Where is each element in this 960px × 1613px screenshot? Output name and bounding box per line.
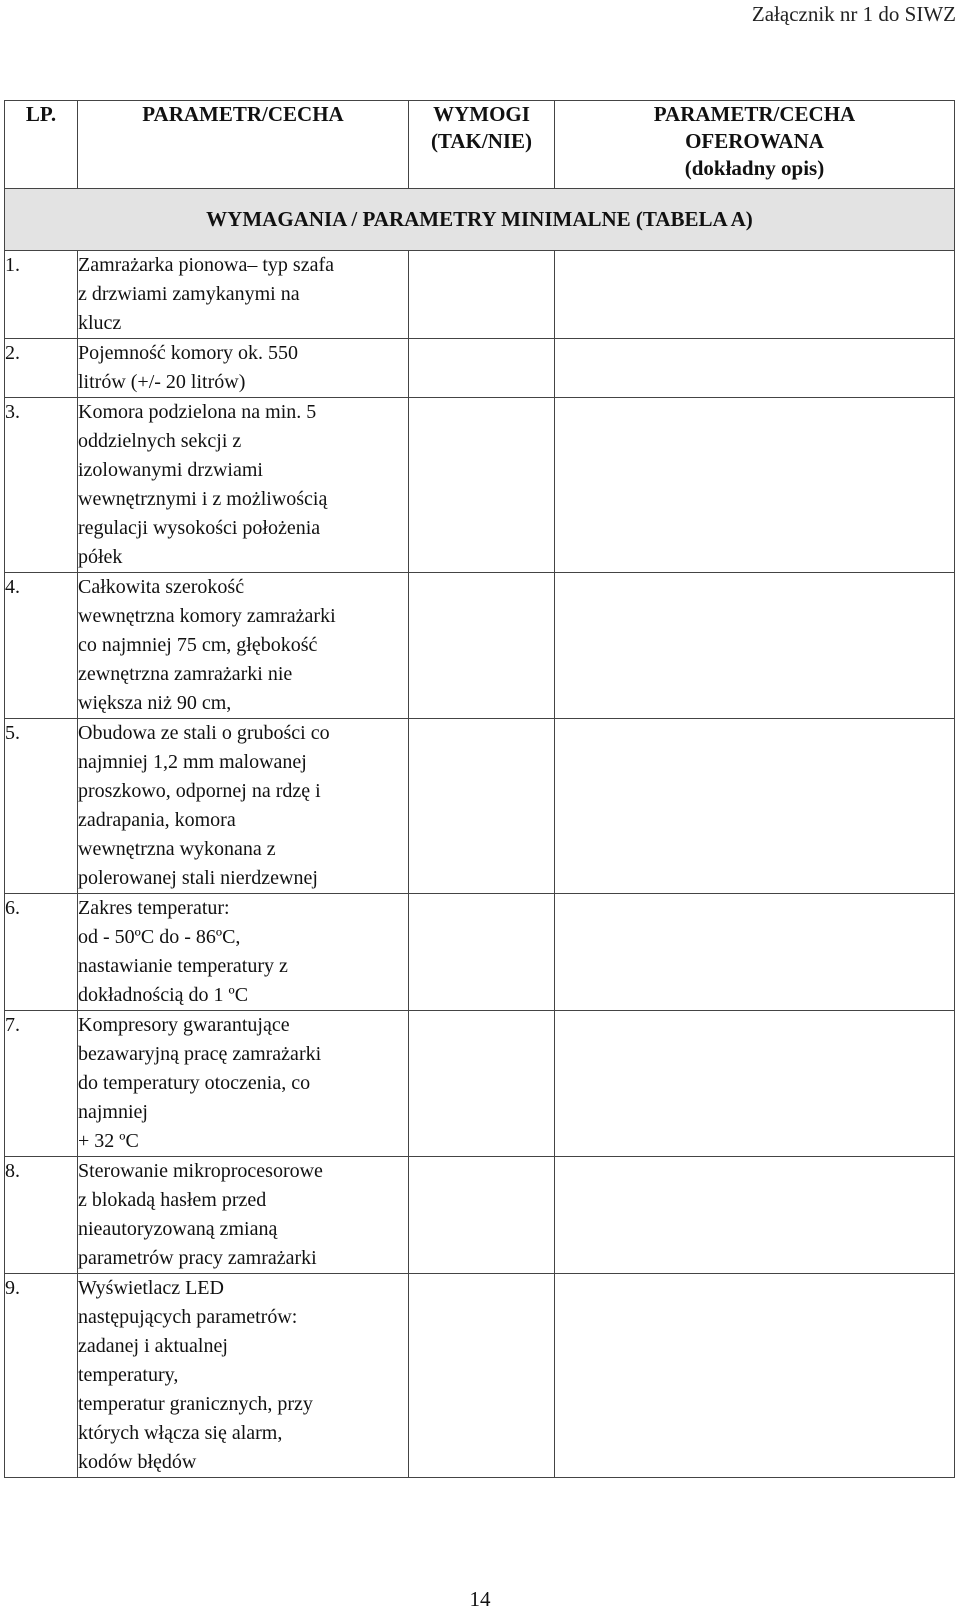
row-number: 1. [5, 251, 78, 339]
oferowana-cell[interactable] [555, 1274, 955, 1478]
table-row [5, 1011, 955, 1157]
row-description: Zamrażarka pionowa– typ szafa z drzwiami zamykanymi na klucz [78, 251, 409, 339]
wymogi-cell[interactable] [409, 251, 555, 339]
table-row [5, 719, 955, 894]
row-description: Całkowita szerokość wewnętrzna komory zamrażarki co najmniej 75 cm, głębokość zewnętrzna zamrażarki nie większa niż 90 cm, [78, 573, 409, 719]
row-number: 3. [5, 398, 78, 573]
row-description: Sterowanie mikroprocesorowe z blokadą hasłem przed nieautoryzowaną zmianą parametrów pracy zamrażarki [78, 1157, 409, 1274]
row-description: Kompresory gwarantujące bezawaryjną pracę zamrażarki do temperatury otoczenia, co najmniej + 32 ºC [78, 1011, 409, 1157]
requirements-table [4, 100, 955, 1478]
header-wymogi: WYMOGI (TAK/NIE) [409, 101, 555, 189]
header-parametr: PARAMETR/CECHA [78, 101, 409, 189]
row-description: Obudowa ze stali o grubości co najmniej 1,2 mm malowanej proszkowo, odpornej na rdzę i zadrapania, komora wewnętrzna wykonana z polerowanej stali nierdzewnej [78, 719, 409, 894]
row-number: 5. [5, 719, 78, 894]
row-number: 9. [5, 1274, 78, 1478]
row-description: Zakres temperatur: od - 50ºC do - 86ºC, nastawianie temperatury z dokładnością do 1 ºC [78, 894, 409, 1011]
oferowana-cell[interactable] [555, 398, 955, 573]
table-row [5, 1274, 955, 1478]
oferowana-cell[interactable] [555, 1011, 955, 1157]
wymogi-cell[interactable] [409, 1157, 555, 1274]
row-number: 2. [5, 339, 78, 398]
row-number: 6. [5, 894, 78, 1011]
wymogi-cell[interactable] [409, 1274, 555, 1478]
oferowana-cell[interactable] [555, 573, 955, 719]
table-header-row [5, 101, 955, 189]
wymogi-cell[interactable] [409, 398, 555, 573]
oferowana-cell[interactable] [555, 719, 955, 894]
row-description: Wyświetlacz LED następujących parametrów: zadanej i aktualnej temperatury, temperatur granicznych, przy których włącza się alarm, kodów błędów [78, 1274, 409, 1478]
section-title: WYMAGANIA / PARAMETRY MINIMALNE (TABELA A) [5, 189, 955, 251]
header-oferowana: PARAMETR/CECHA OFEROWANA (dokładny opis) [555, 101, 955, 189]
wymogi-cell[interactable] [409, 573, 555, 719]
table-row [5, 1157, 955, 1274]
row-number: 7. [5, 1011, 78, 1157]
wymogi-cell[interactable] [409, 339, 555, 398]
section-row [5, 189, 955, 251]
table-row [5, 339, 955, 398]
row-description: Pojemność komory ok. 550 litrów (+/- 20 litrów) [78, 339, 409, 398]
wymogi-cell[interactable] [409, 719, 555, 894]
row-number: 8. [5, 1157, 78, 1274]
wymogi-cell[interactable] [409, 1011, 555, 1157]
oferowana-cell[interactable] [555, 894, 955, 1011]
row-description: Komora podzielona na min. 5 oddzielnych sekcji z izolowanymi drzwiami wewnętrznymi i z możliwością regulacji wysokości położenia półek [78, 398, 409, 573]
wymogi-cell[interactable] [409, 894, 555, 1011]
table-row [5, 573, 955, 719]
header-lp: LP. [5, 101, 78, 189]
table-row [5, 894, 955, 1011]
oferowana-cell[interactable] [555, 1157, 955, 1274]
row-number: 4. [5, 573, 78, 719]
table-row [5, 251, 955, 339]
attachment-header-note: Załącznik nr 1 do SIWZ [751, 2, 956, 26]
page-number: 14 [469, 1587, 491, 1611]
oferowana-cell[interactable] [555, 251, 955, 339]
table-row [5, 398, 955, 573]
oferowana-cell[interactable] [555, 339, 955, 398]
